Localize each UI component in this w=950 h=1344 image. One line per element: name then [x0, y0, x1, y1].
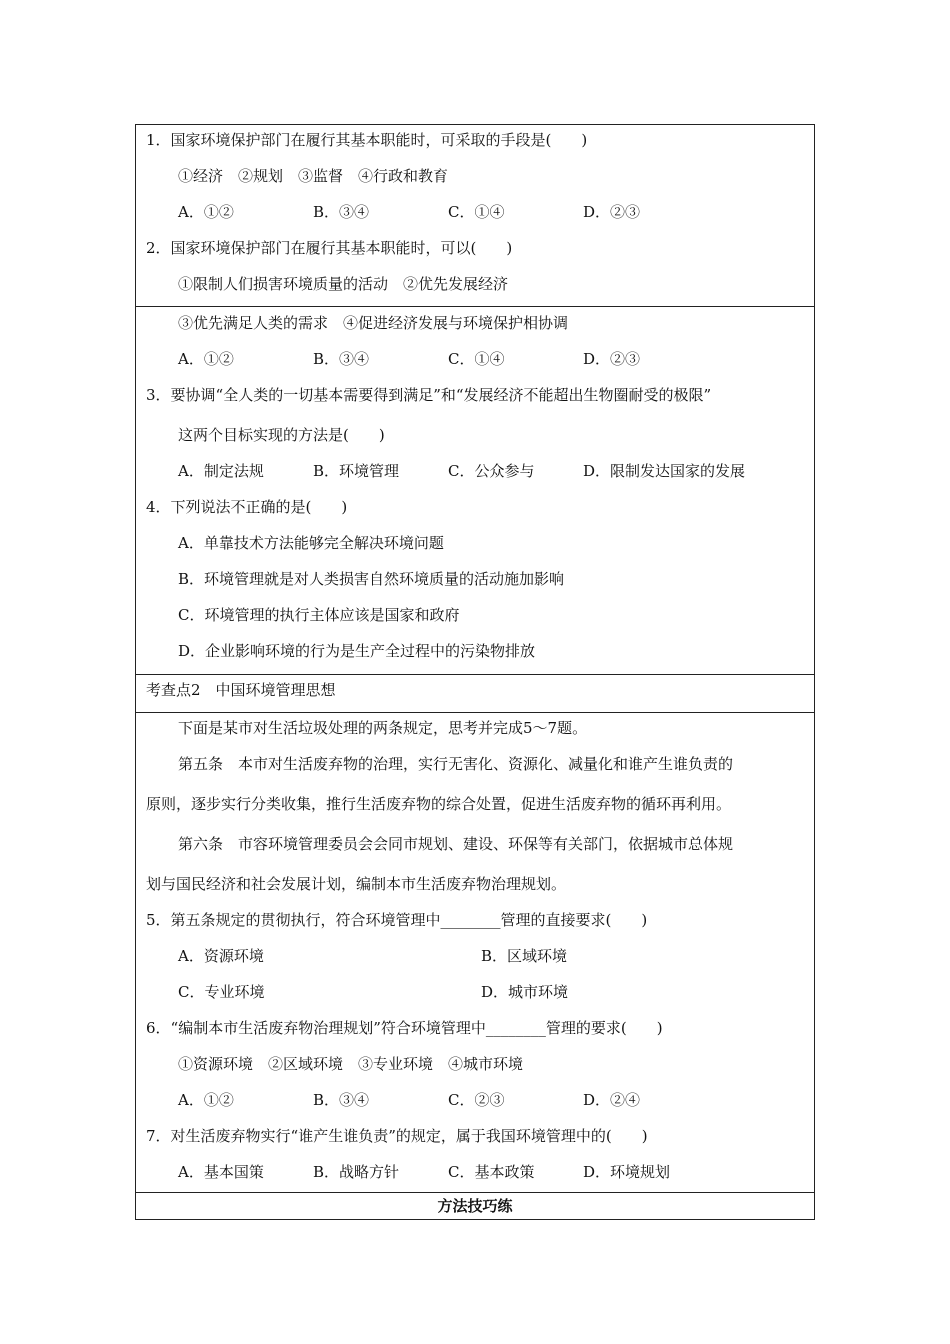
option-a: A．①②	[178, 203, 234, 221]
option-d: D．②③	[583, 203, 641, 221]
question-1-text: 1．国家环境保护部门在履行其基本职能时，可采取的手段是( )	[146, 131, 588, 149]
question-4-text: 4．下列说法不正确的是( )	[146, 498, 348, 516]
option-c: C．环境管理的执行主体应该是国家和政府	[178, 606, 460, 624]
question-3-text-cont: 这两个目标实现的方法是( )	[178, 426, 385, 444]
option-a: A．制定法规	[178, 462, 264, 480]
option-a: A．①②	[178, 350, 234, 368]
question-6-items: ①资源环境 ②区域环境 ③专业环境 ④城市环境	[178, 1055, 524, 1073]
option-c: C．①④	[448, 350, 505, 368]
question-6-options	[146, 1089, 804, 1125]
question-cell-1	[136, 125, 814, 307]
section-heading: 考查点2 中国环境管理思想	[146, 681, 336, 699]
question-1-items: ①经济 ②规划 ③监督 ④行政和教育	[178, 167, 449, 185]
section-title-cell	[136, 1193, 814, 1219]
option-a: A．单靠技术方法能够完全解决环境问题	[178, 534, 444, 552]
question-7-text: 7．对生活废弃物实行“谁产生谁负责”的规定，属于我国环境管理中的( )	[146, 1127, 648, 1145]
worksheet-table	[135, 124, 815, 1220]
option-c: C．①④	[448, 203, 505, 221]
question-2-text: 2．国家环境保护部门在履行其基本职能时，可以( )	[146, 239, 513, 257]
article-6-line-2: 划与国民经济和社会发展计划，编制本市生活废弃物治理规划。	[146, 875, 567, 893]
question-3-options	[146, 460, 804, 496]
option-b: B．③④	[313, 1091, 370, 1109]
option-a: A．资源环境	[178, 947, 264, 965]
option-c: C．公众参与	[448, 462, 535, 480]
option-c: C．专业环境	[178, 983, 265, 1001]
article-6-line-1: 第六条 市容环境管理委员会会同市规划、建设、环保等有关部门，依据城市总体规	[178, 835, 734, 853]
option-b: B．③④	[313, 350, 370, 368]
option-b: B．环境管理就是对人类损害自然环境质量的活动施加影响	[178, 570, 565, 588]
material-intro: 下面是某市对生活垃圾处理的两条规定，思考并完成5～7题。	[178, 719, 588, 737]
section-title: 方法技巧练	[437, 1197, 513, 1215]
option-d: D．城市环境	[481, 983, 569, 1001]
article-5-line-1: 第五条 本市对生活废弃物的治理，实行无害化、资源化、减量化和谁产生谁负责的	[178, 755, 734, 773]
question-3-text: 3．要协调“全人类的一切基本需要得到满足”和“发展经济不能超出生物圈耐受的极限”	[146, 386, 712, 404]
option-d: D．环境规划	[583, 1163, 671, 1181]
question-5-options-row-2	[146, 981, 804, 1017]
question-cell-2	[136, 307, 814, 675]
question-2-items-2: ③优先满足人类的需求 ④促进经济发展与环境保护相协调	[178, 314, 569, 332]
option-a: A．基本国策	[178, 1163, 264, 1181]
option-b: B．区域环境	[481, 947, 568, 965]
question-1-options	[146, 201, 804, 237]
article-5-line-2: 原则，逐步实行分类收集，推行生活废弃物的综合处置，促进生活废弃物的循环再利用。	[146, 795, 732, 813]
question-5-text: 5．第五条规定的贯彻执行，符合环境管理中________管理的直接要求( )	[146, 911, 648, 929]
option-d: D．限制发达国家的发展	[583, 462, 746, 480]
option-b: B．环境管理	[313, 462, 400, 480]
question-7-options	[146, 1161, 804, 1191]
section-heading-cell	[136, 675, 814, 713]
option-d: D．②③	[583, 350, 641, 368]
option-b: B．战略方针	[313, 1163, 400, 1181]
option-b: B．③④	[313, 203, 370, 221]
question-5-options-row-1	[146, 945, 804, 981]
question-6-text: 6．“编制本市生活废弃物治理规划”符合环境管理中________管理的要求( )	[146, 1019, 663, 1037]
option-d: D．企业影响环境的行为是生产全过程中的污染物排放	[178, 642, 536, 660]
option-c: C．基本政策	[448, 1163, 535, 1181]
question-2-items-1: ①限制人们损害环境质量的活动 ②优先发展经济	[178, 275, 509, 293]
option-d: D．②④	[583, 1091, 641, 1109]
question-cell-3	[136, 713, 814, 1193]
question-2-options	[146, 348, 804, 384]
option-c: C．②③	[448, 1091, 505, 1109]
option-a: A．①②	[178, 1091, 234, 1109]
